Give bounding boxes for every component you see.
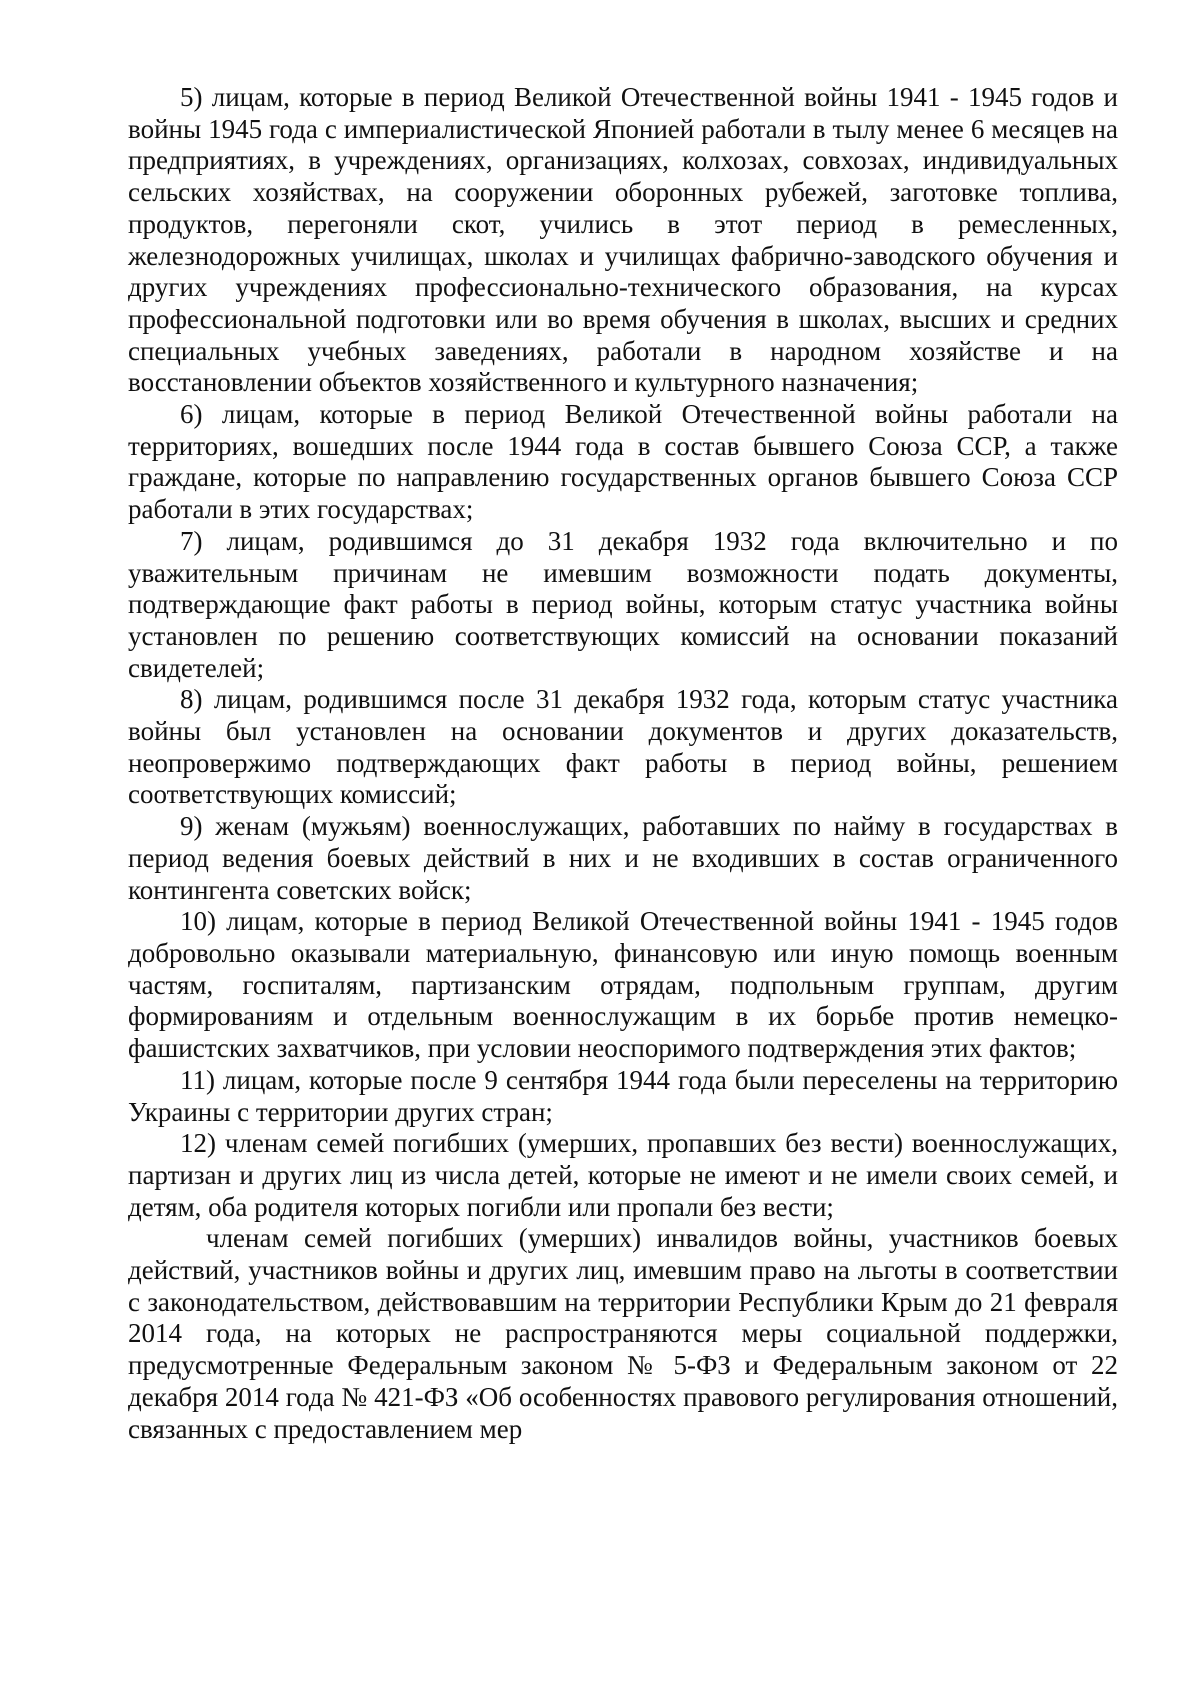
paragraph-item-7: 7) лицам, родившимся до 31 декабря 1932 года включительно и по уважительным причинам не имевшим возможности подать документы, подтверждающие факт работы в период войны, которым статус участника войны установлен по решению соответствующих комиссий на основании показаний свидетелей; [128,525,1118,683]
paragraph-family-members: членам семей погибших (умерших) инвалидов войны, участников боевых действий, участников войны и других лиц, имевшим право на льготы в соответствии с законодательством, действовавшим на территории Республики Крым до 21 февраля 2014 года, на которых не распространяются меры социальной поддержки, предусмотренные Федеральным законом № 5-ФЗ и Федеральным законом от 22 декабря 2014 года № 421-ФЗ «Об особенностях правового регулирования отношений, связанных с предоставлением мер [128,1223,1118,1444]
paragraph-item-11: 11) лицам, которые после 9 сентября 1944 года были переселены на территорию Украины с территории других стран; [128,1064,1118,1127]
paragraph-item-5: 5) лицам, которые в период Великой Отечественной войны 1941 - 1945 годов и войны 1945 года с империалистической Японией работали в тылу менее 6 месяцев на предприятиях, в учреждениях, организациях, колхозах, совхозах, индивидуальных сельских хозяйствах, на сооружении оборонных рубежей, заготовке топлива, продуктов, перегоняли скот, учились в этот период в ремесленных, железнодорожных училищах, школах и училищах фабрично-заводского обучения и других учреждениях профессионально-технического образования, на курсах профессиональной подготовки или во время обучения в школах, высших и средних специальных учебных заведениях, работали в народном хозяйстве и на восстановлении объектов хозяйственного и культурного назначения; [128,82,1118,398]
paragraph-item-6: 6) лицам, которые в период Великой Отечественной войны работали на территориях, вошедших после 1944 года в состав бывшего Союза ССР, а также граждане, которые по направлению государственных органов бывшего Союза ССР работали в этих государствах; [128,399,1118,525]
paragraph-item-8: 8) лицам, родившимся после 31 декабря 1932 года, которым статус участника войны был установлен на основании документов и других доказательств, неопровержимо подтверждающих факт работы в период войны, решением соответствующих комиссий; [128,684,1118,810]
paragraph-item-10: 10) лицам, которые в период Великой Отечественной войны 1941 - 1945 годов добровольно оказывали материальную, финансовую или иную помощь военным частям, госпиталям, партизанским отрядам, подпольным группам, другим формированиям и отдельным военнослужащим в их борьбе против немецко-фашистских захватчиков, при условии неоспоримого подтверждения этих фактов; [128,906,1118,1064]
paragraph-item-12: 12) членам семей погибших (умерших, пропавших без вести) военнослужащих, партизан и других лиц из числа детей, которые не имеют и не имели своих семей, и детям, оба родителя которых погибли или пропали без вести; [128,1128,1118,1222]
document-body [128,82,1118,1445]
paragraph-item-9: 9) женам (мужьям) военнослужащих, работавших по найму в государствах в период ведения боевых действий в них и не входивших в состав ограниченного контингента советских войск; [128,811,1118,905]
